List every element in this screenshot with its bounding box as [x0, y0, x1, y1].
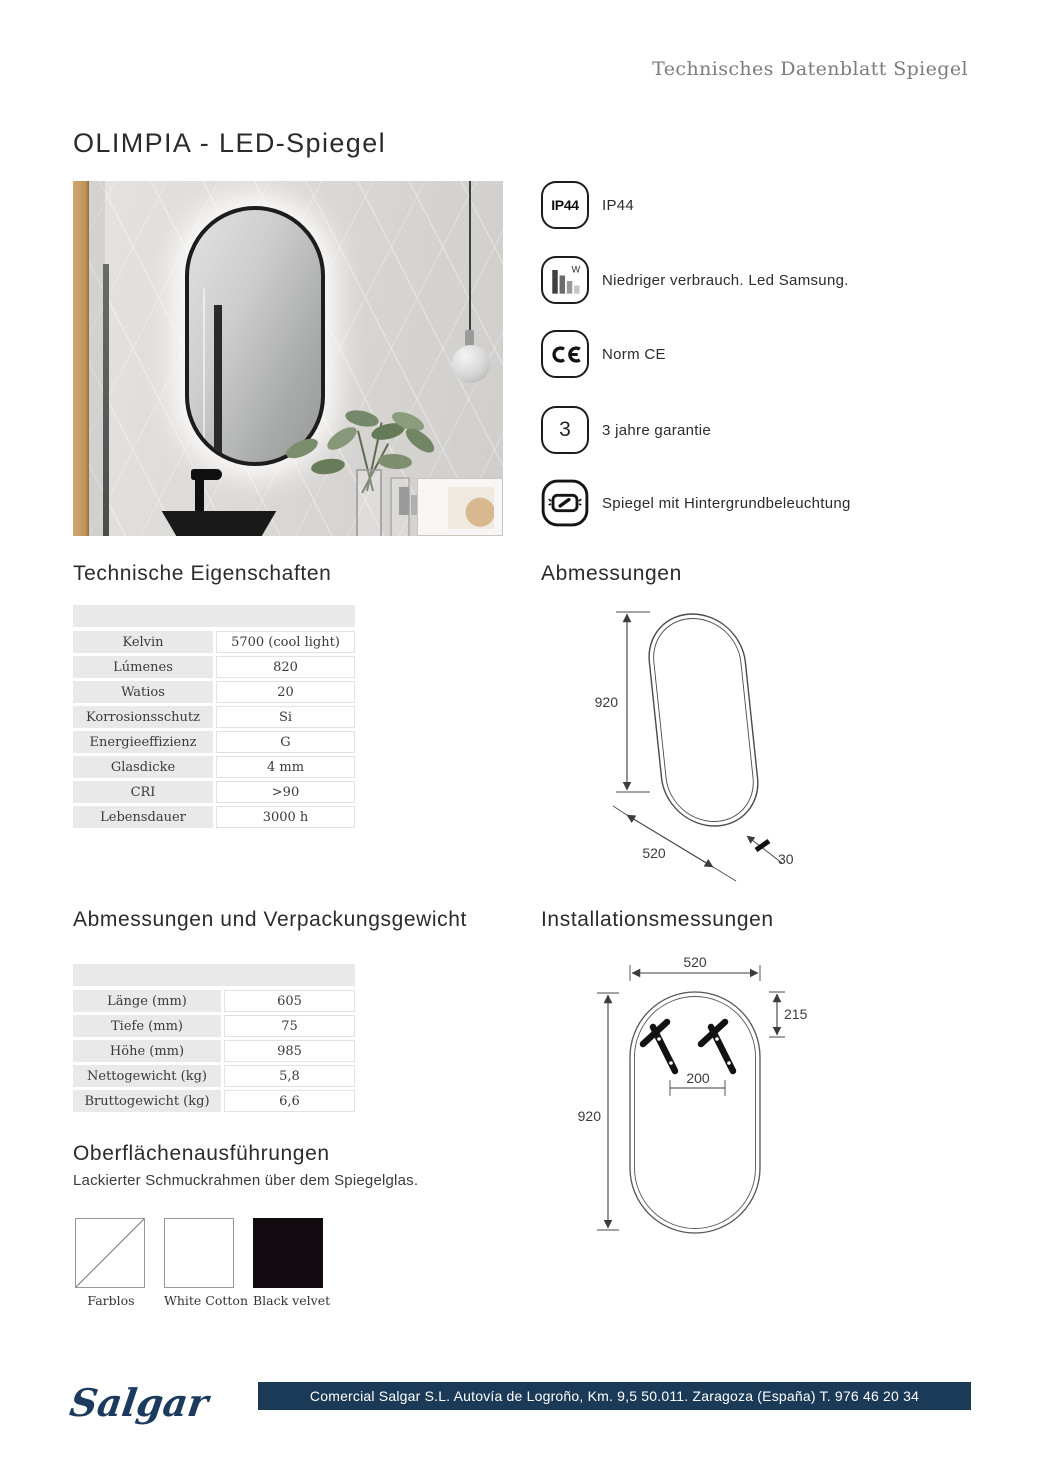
table-key: CRI — [73, 781, 213, 803]
dimensions-section-title: Abmessungen — [541, 562, 682, 585]
mirror-reflection-highlight — [203, 288, 205, 458]
table-value: Si — [216, 706, 355, 728]
table-value: 6,6 — [224, 1090, 355, 1112]
installation-diagram — [545, 945, 885, 1255]
table-value: 985 — [224, 1040, 355, 1062]
table-value: 605 — [224, 990, 355, 1012]
table-value: 75 — [224, 1015, 355, 1037]
page-title: OLIMPIA - LED-Spiegel — [73, 128, 387, 158]
table-key: Kelvin — [73, 631, 213, 653]
table-key: Korrosionsschutz — [73, 706, 213, 728]
frame-art — [448, 487, 494, 529]
dim-height-label: 920 — [594, 694, 618, 710]
swatch-white-cotton-box — [164, 1218, 234, 1288]
table-key: Watios — [73, 681, 213, 703]
table-row — [73, 1065, 355, 1087]
glass-vase — [356, 469, 382, 536]
picture-frame — [417, 478, 503, 536]
dim-width-label: 520 — [642, 845, 666, 861]
table-value: 5700 (cool light) — [216, 631, 355, 653]
table-value: 4 mm — [216, 756, 355, 778]
faucet-body — [195, 473, 204, 515]
feature-item-ip44 — [541, 181, 634, 229]
tech-section-title: Technische Eigenschaften — [73, 562, 332, 585]
table-key: Lúmenes — [73, 656, 213, 678]
packaging-table — [73, 964, 355, 1115]
table-key: Bruttogewicht (kg) — [73, 1090, 221, 1112]
ip44-badge-icon — [541, 181, 589, 229]
feature-label: Spiegel mit Hintergrundbeleuchtung — [602, 494, 851, 512]
table-row — [73, 706, 355, 728]
finishes-section-title: Oberflächenausführungen — [73, 1142, 330, 1165]
installation-section-title: Installationsmessungen — [541, 908, 774, 931]
feature-item-consumption — [541, 256, 849, 304]
table-row — [73, 781, 355, 803]
pendant-socket — [465, 330, 474, 346]
table-row — [73, 990, 355, 1012]
table-row — [73, 1015, 355, 1037]
diagonal-line — [76, 1219, 144, 1287]
feature-label: Norm CE — [602, 345, 666, 363]
tech-table — [73, 605, 355, 831]
install-spacing-label: 200 — [686, 1070, 710, 1086]
swatch-farblos-box — [75, 1218, 145, 1288]
install-height-label: 920 — [577, 1108, 601, 1124]
table-key: Energieeffizienz — [73, 731, 213, 753]
packaging-section-title: Abmessungen und Verpackungsgewicht — [73, 908, 467, 931]
swatch-white-cotton — [164, 1218, 249, 1308]
low-consumption-icon — [541, 256, 589, 304]
doc-header-title: Technisches Datenblatt Spiegel — [652, 58, 968, 80]
pendant-cord — [469, 181, 471, 333]
table-key: Länge (mm) — [73, 990, 221, 1012]
install-offset-label: 215 — [784, 1006, 808, 1022]
install-width-label: 520 — [683, 954, 707, 970]
washbasin — [158, 511, 280, 536]
table-row — [73, 1040, 355, 1062]
table-header-row — [73, 605, 355, 627]
table-row — [73, 731, 355, 753]
table-row — [73, 631, 355, 653]
table-key: Tiefe (mm) — [73, 1015, 221, 1037]
dimensions-diagram — [550, 592, 900, 892]
feature-item-backlight — [541, 479, 851, 527]
oval-mirror — [185, 206, 325, 466]
swatch-label: White Cotton — [164, 1293, 249, 1308]
table-value: 5,8 — [224, 1065, 355, 1087]
salgar-logo — [62, 1376, 232, 1428]
warranty-years-text: 3 — [559, 418, 571, 441]
table-header-row — [73, 964, 355, 986]
feature-item-warranty — [541, 406, 711, 454]
table-row — [73, 1090, 355, 1112]
footer-address-bar — [258, 1382, 971, 1410]
table-value: 820 — [216, 656, 355, 678]
product-photo — [73, 181, 503, 536]
backlit-mirror-icon — [541, 479, 589, 527]
table-value: >90 — [216, 781, 355, 803]
warranty-icon — [541, 406, 589, 454]
feature-label: IP44 — [602, 196, 635, 214]
wood-panel — [73, 181, 89, 536]
feature-label: Niedriger verbrauch. Led Samsung. — [602, 271, 849, 289]
dim-depth-label: 30 — [778, 851, 794, 867]
table-value: 3000 h — [216, 806, 355, 828]
table-key: Lebensdauer — [73, 806, 213, 828]
footer-address-text: Comercial Salgar S.L. Autovía de Logroño, Km. 9,5 50.011. Zaragoza (España) T. 976 46 20 34 — [309, 1388, 920, 1404]
swatch-label: Black velvet — [253, 1293, 331, 1308]
pendant-lamp — [452, 345, 490, 383]
shower-profile — [103, 264, 109, 536]
mirror-reflection-bar — [214, 305, 222, 455]
swatch-farblos — [75, 1218, 147, 1308]
feature-item-ce — [541, 330, 666, 378]
feature-label: 3 jahre garantie — [602, 421, 712, 439]
table-key: Glasdicke — [73, 756, 213, 778]
table-key: Nettogewicht (kg) — [73, 1065, 221, 1087]
table-key: Höhe (mm) — [73, 1040, 221, 1062]
salgar-logo-text: Salgar — [66, 1381, 211, 1426]
finishes-subtitle: Lackierter Schmuckrahmen über dem Spiegelglas. — [73, 1172, 419, 1189]
ip44-badge-text: IP44 — [551, 197, 579, 213]
swatch-black-velvet-box — [253, 1218, 323, 1288]
table-row — [73, 681, 355, 703]
table-row — [73, 806, 355, 828]
ce-mark-icon — [541, 330, 589, 378]
cosmetic-bottle — [399, 487, 409, 515]
table-value: 20 — [216, 681, 355, 703]
table-row — [73, 756, 355, 778]
swatch-black-velvet — [253, 1218, 331, 1308]
table-value: G — [216, 731, 355, 753]
table-row — [73, 656, 355, 678]
swatch-label: Farblos — [87, 1293, 135, 1308]
watt-letter: W — [571, 264, 581, 275]
